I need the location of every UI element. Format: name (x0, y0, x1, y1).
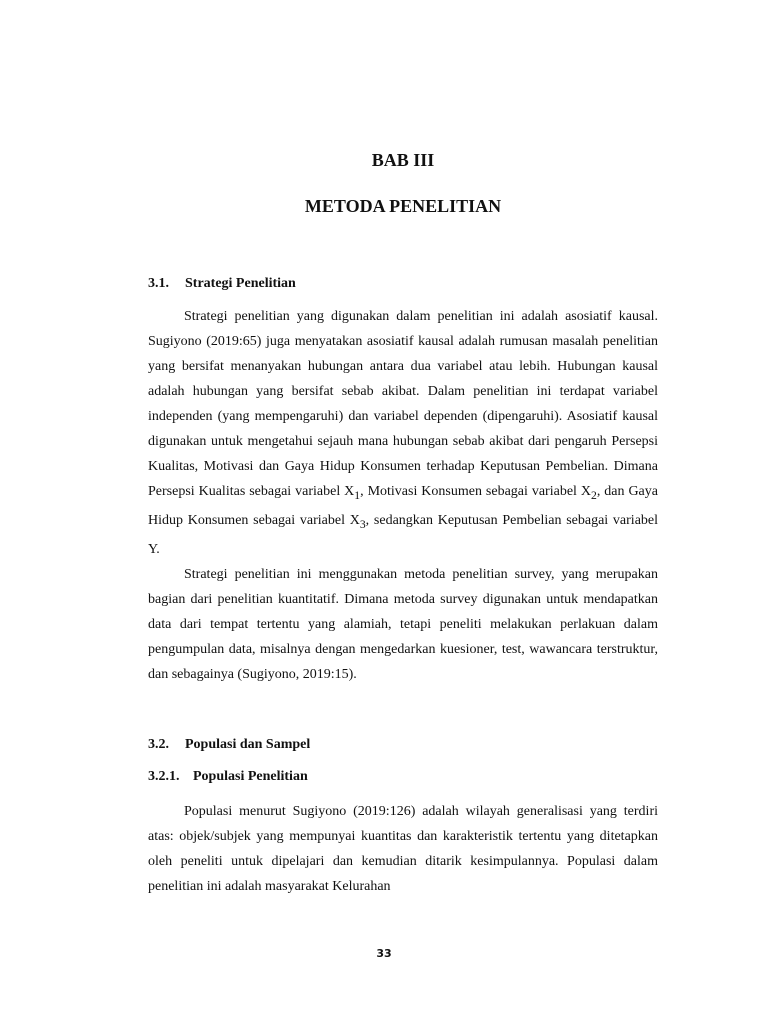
paragraph-text: , sedangkan Keputusan Pembelian sebagai variabel Y. (148, 512, 659, 557)
section-heading-3-2-1 (148, 769, 308, 785)
paragraph-text: Strategi penelitian yang digunakan dalam penelitian ini adalah asosiatif kausal. Sugiyono (2019:65) juga menyatakan asosiatif kausal adalah rumusan masalah penelitian yang bersifat menanyakan hubungan antara dua variabel atau lebih. Hubungan kausal adalah hubungan yang bersifat sebab akibat. Dalam penelitian ini terdapat variabel independen (yang mempengaruhi) dan variabel dependen (dipengaruhi). Asosiatif kausal digunakan untuk mengetahui sejauh mana hubungan sebab akibat dari pengaruh Persepsi Kualitas, Motivasi dan Gaya Hidup Konsumen terhadap Keputusan Pembelian. Dimana Persepsi Kualitas sebagai variabel X (148, 309, 658, 499)
section-number: 3.2. (148, 737, 169, 752)
chapter-title: METODA PENELITIAN (304, 196, 502, 216)
section-title: Populasi Penelitian (193, 769, 308, 784)
subscript: 2 (591, 488, 597, 502)
section-title: Strategi Penelitian (185, 276, 296, 291)
paragraph-text: , Motivasi Konsumen sebagai variabel X (360, 484, 591, 499)
paragraph-strategi-1 (148, 304, 658, 562)
section-number: 3.1. (148, 276, 169, 291)
section-3-1-body (148, 304, 658, 687)
section-heading-3-2 (148, 737, 310, 753)
section-number: 3.2.1. (148, 769, 180, 784)
section-3-2-1-body (148, 799, 658, 899)
section-title: Populasi dan Sampel (185, 737, 311, 752)
paragraph-text: , dan Gaya Hidup Konsumen sebagai variabel X (148, 484, 658, 528)
chapter-label: BAB III (371, 150, 435, 170)
page-number: 33 (376, 947, 392, 960)
section-heading-3-1 (148, 276, 296, 292)
subscript: 1 (354, 488, 361, 502)
paragraph-populasi: Populasi menurut Sugiyono (2019:126) adalah wilayah generalisasi yang terdiri atas: objek/subjek yang mempunyai kuantitas dan karakteristik tertentu yang ditetapkan oleh peneliti untuk dipelajari dan kemudian ditarik kesimpulannya. Populasi dalam penelitian ini adalah masyarakat Kelurahan (148, 804, 658, 894)
paragraph-strategi-2: Strategi penelitian ini menggunakan metoda penelitian survey, yang merupakan bagian dari penelitian kuantitatif. Dimana metoda survey digunakan untuk mendapatkan data dari tempat tertentu yang alamiah, tetapi peneliti melakukan perlakuan dalam pengumpulan data, misalnya dengan mengedarkan kuesioner, test, wawancara terstruktur, dan sebagainya (Sugiyono, 2019:15). (148, 566, 658, 682)
subscript: 3 (359, 517, 366, 531)
